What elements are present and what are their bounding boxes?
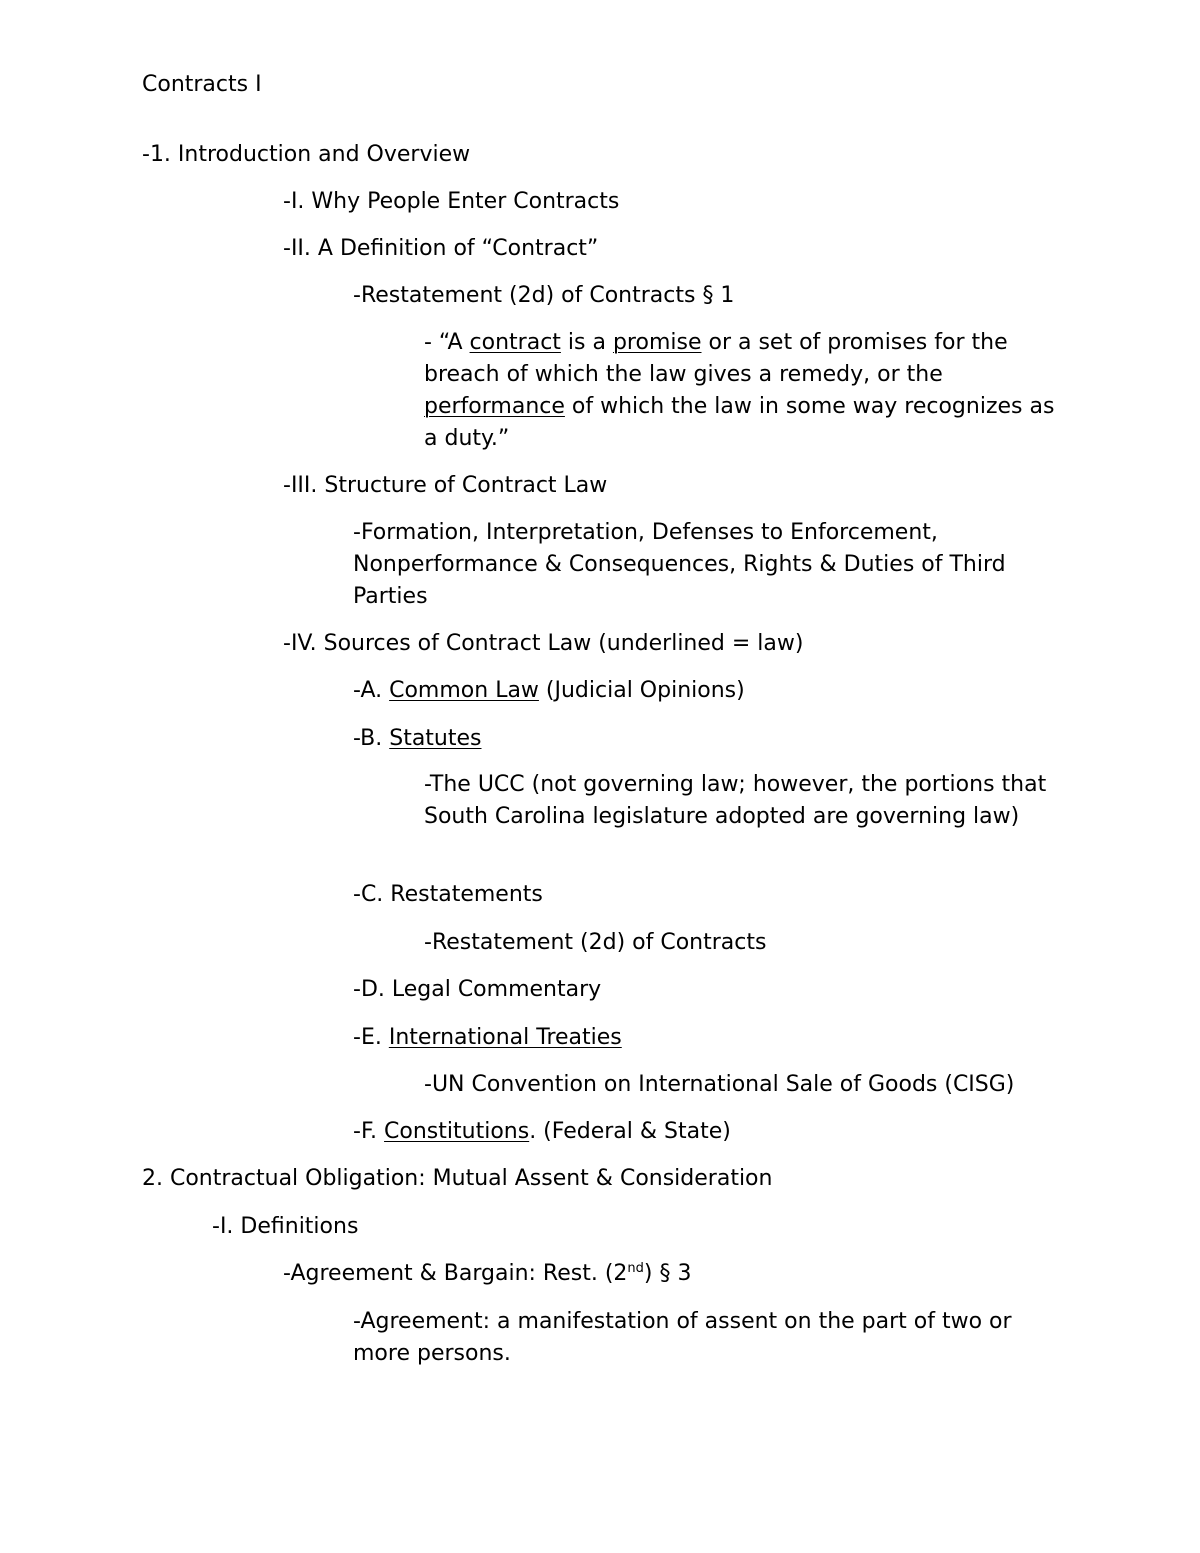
source-d: -D. Legal Commentary: [353, 977, 602, 1002]
source-a-prefix: -A.: [353, 678, 390, 703]
quote-text: is a: [560, 330, 613, 355]
section-2-heading: 2. Contractual Obligation: Mutual Assent & Consideration: [142, 1166, 773, 1191]
document-title: Contracts I: [142, 72, 262, 97]
quote-text: of which the law in some way recognizes as a duty.”: [424, 394, 1055, 451]
quote-text: or a set of promises for the breach of which the law gives a remedy, or the: [424, 330, 1008, 387]
agreement-prefix: -Agreement & Bargain: Rest. (2: [283, 1261, 628, 1286]
source-f-prefix: -F.: [353, 1119, 385, 1144]
structure-description: -Formation, Interpretation, Defenses to Enforcement, Nonperformance & Consequences, Rights & Duties of Third Parties: [353, 520, 1006, 609]
source-a-suffix: (Judicial Opinions): [538, 678, 745, 703]
outline-item-iii: -III. Structure of Contract Law: [283, 473, 608, 498]
source-f-suffix: . (Federal & State): [529, 1119, 731, 1144]
quote-term-contract: contract: [469, 330, 561, 355]
quote-term-performance: performance: [424, 394, 565, 419]
source-e: [353, 1022, 622, 1054]
source-f: [353, 1116, 731, 1148]
agreement-suffix: ) § 3: [643, 1261, 692, 1286]
source-b-prefix: -B.: [353, 726, 390, 751]
contract-definition-quote: [424, 327, 1074, 455]
outline-item-iv: -IV. Sources of Contract Law (underlined = law): [283, 631, 804, 656]
ucc-note: -The UCC (not governing law; however, the portions that South Carolina legislature adopted are governing law): [424, 772, 1047, 829]
restatement-section-1: -Restatement (2d) of Contracts § 1: [353, 283, 735, 308]
agreement-definition: -Agreement: a manifestation of assent on the part of two or more persons.: [353, 1309, 1012, 1366]
source-a-term: Common Law: [389, 678, 539, 703]
definitions-heading: -I. Definitions: [212, 1214, 359, 1239]
source-b: [353, 723, 482, 755]
quote-term-promise: promise: [612, 330, 702, 355]
ordinal-superscript: nd: [627, 1261, 644, 1276]
quote-text: - “A: [424, 330, 470, 355]
source-c-detail: -Restatement (2d) of Contracts: [424, 930, 767, 955]
source-e-prefix: -E.: [353, 1025, 389, 1050]
source-f-term: Constitutions: [384, 1119, 530, 1144]
source-b-term: Statutes: [389, 726, 482, 751]
outline-item-i: -I. Why People Enter Contracts: [283, 189, 620, 214]
source-e-detail: -UN Convention on International Sale of Goods (CISG): [424, 1072, 1015, 1097]
outline-item-ii: -II. A Definition of “Contract”: [283, 236, 599, 261]
source-c: -C. Restatements: [353, 882, 543, 907]
agreement-bargain-line: [283, 1258, 691, 1290]
section-1-heading: -1. Introduction and Overview: [142, 142, 471, 167]
source-e-term: International Treaties: [388, 1025, 622, 1050]
source-a: [353, 675, 745, 707]
